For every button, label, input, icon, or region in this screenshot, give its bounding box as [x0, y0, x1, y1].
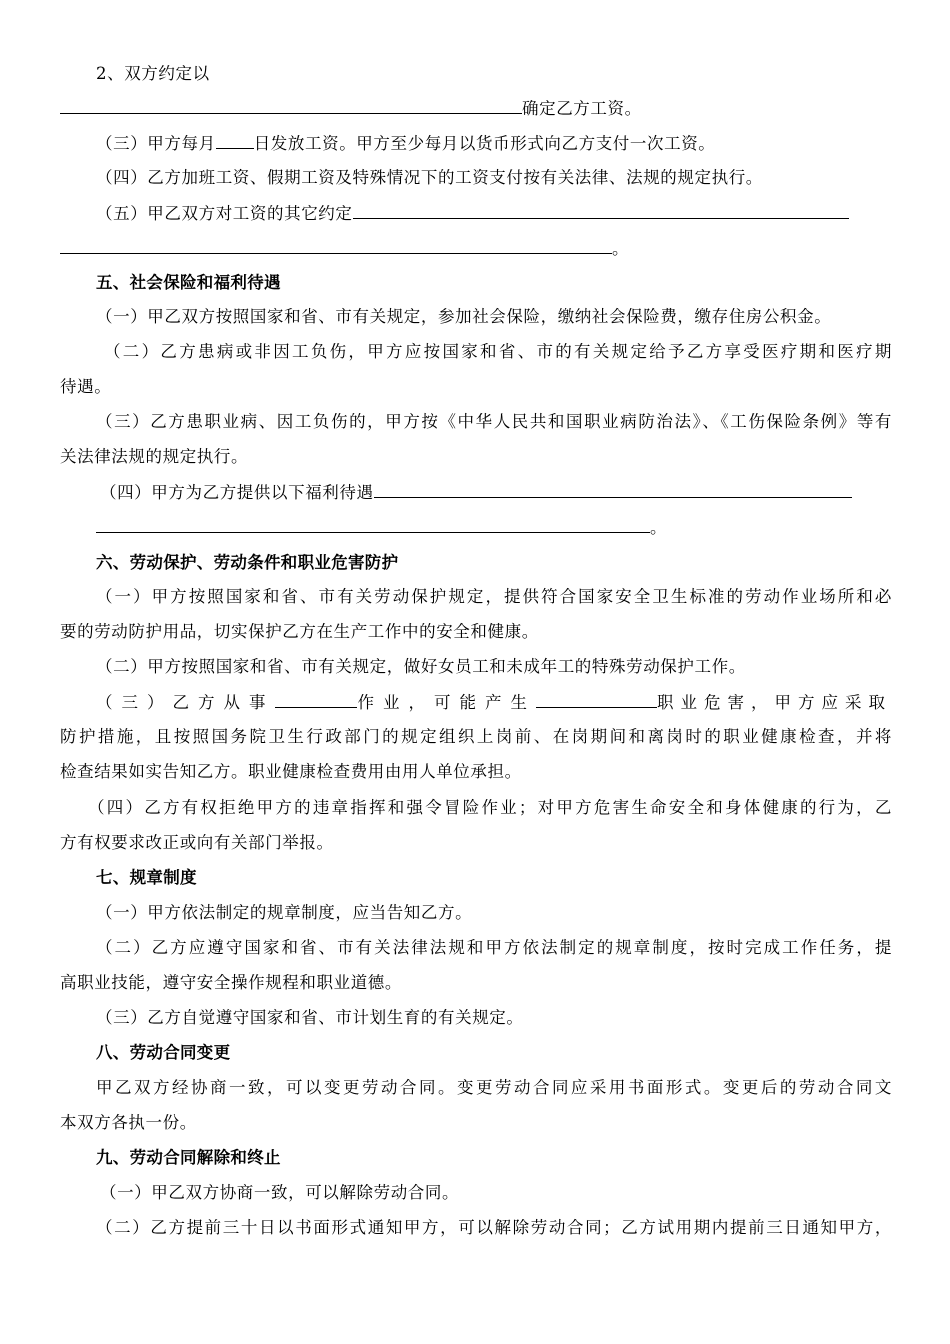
- section-5-p4-line2: [96, 515, 928, 540]
- section-5-p2-l1: （二）乙方患病或非因工负伤，甲方应按国家和省、市的有关规定给予乙方享受医疗期和医疗期: [104, 342, 892, 361]
- section-8-title: 八、劳动合同变更: [96, 1043, 231, 1062]
- section-7-p2-l2: 高职业技能，遵守安全操作规程和职业道德。: [60, 973, 402, 992]
- section-5-p3-l1: （三）乙方患职业病、因工负伤的，甲方按《中华人民共和国职业病防治法》、《工伤保险条例》等有: [96, 412, 892, 431]
- section-7-p1: （一）甲方依法制定的规章制度，应当告知乙方。: [96, 903, 473, 922]
- section-5-p4: [100, 480, 932, 505]
- blank-other-wage-terms-2[interactable]: [60, 236, 612, 254]
- section-6-p3-c: 职业危害，甲方应采取: [657, 693, 892, 712]
- wage-item-2-tail: 确定乙方工资。: [522, 99, 642, 118]
- blank-occupational-hazard[interactable]: [536, 690, 657, 708]
- section-7-title: 七、规章制度: [96, 868, 197, 887]
- blank-welfare-2[interactable]: [96, 515, 650, 533]
- section-6-p3-b: 作业，可能产生: [357, 693, 536, 712]
- section-6-title: 六、劳动保护、劳动条件和职业危害防护: [96, 553, 399, 572]
- section-6-p4-l2: 方有权要求改正或向有关部门举报。: [60, 833, 334, 852]
- wage-item-2-line: [60, 96, 892, 121]
- wage-item-2-label: 2、双方约定以: [96, 64, 210, 83]
- section-6-p3-l1: [96, 690, 892, 715]
- section-6-p1-l1: （一）甲方按照国家和省、市有关劳动保护规定，提供符合国家安全卫生标准的劳动作业场所和必: [96, 587, 892, 606]
- section-5-p4-end: 。: [650, 518, 668, 537]
- section-7-p3: （三）乙方自觉遵守国家和省、市计划生育的有关规定。: [96, 1008, 524, 1027]
- wage-pay-5-label: （五）甲乙双方对工资的其它约定: [96, 204, 353, 223]
- wage-pay-3: [96, 131, 928, 156]
- wage-pay-3-b: 日发放工资。甲方至少每月以货币形式向乙方支付一次工资。: [253, 134, 716, 153]
- blank-wage-basis[interactable]: [60, 96, 522, 114]
- section-8-p1-l2: 本双方各执一份。: [60, 1113, 197, 1132]
- section-8-p1-l1: 甲乙双方经协商一致，可以变更劳动合同。变更劳动合同应采用书面形式。变更后的劳动合同文: [96, 1078, 892, 1097]
- wage-pay-5-line2: [60, 236, 892, 261]
- section-6-p3-l3: 检查结果如实告知乙方。职业健康检查费用由用人单位承担。: [60, 762, 522, 781]
- wage-item-2: [96, 62, 928, 86]
- section-6-p3-l2: 防护措施，且按照国务院卫生行政部门的规定组织上岗前、在岗期间和离岗时的职业健康检查，并将: [60, 727, 892, 746]
- section-9-title: 九、劳动合同解除和终止: [96, 1148, 281, 1167]
- section-6-p4-l1: （四）乙方有权拒绝甲方的违章指挥和强令冒险作业；对甲方危害生命安全和身体健康的行为，乙: [88, 798, 892, 817]
- section-7-p2-l1: （二）乙方应遵守国家和省、市有关法律法规和甲方依法制定的规章制度，按时完成工作任务，提: [96, 938, 892, 957]
- blank-other-wage-terms[interactable]: [353, 201, 849, 219]
- blank-welfare[interactable]: [374, 480, 852, 498]
- section-9-p2: （二）乙方提前三十日以书面形式通知甲方，可以解除劳动合同；乙方试用期内提前三日通知甲方，: [96, 1218, 892, 1237]
- blank-pay-day[interactable]: [216, 131, 254, 149]
- section-5-title: 五、社会保险和福利待遇: [96, 273, 281, 292]
- section-5-p1: （一）甲乙双方按照国家和省、市有关规定，参加社会保险，缴纳社会保险费，缴存住房公积金。: [96, 307, 832, 326]
- section-9-p1: （一）甲乙双方协商一致，可以解除劳动合同。: [100, 1183, 460, 1202]
- wage-pay-5-end: 。: [612, 239, 630, 258]
- section-5-p4-label: （四）甲方为乙方提供以下福利待遇: [100, 483, 374, 502]
- section-6-p3-a: （三）乙方从事: [96, 693, 275, 712]
- wage-pay-5: [96, 201, 928, 226]
- wage-pay-3-a: （三）甲方每月: [96, 134, 216, 153]
- blank-job-type[interactable]: [275, 690, 358, 708]
- wage-pay-4: （四）乙方加班工资、假期工资及特殊情况下的工资支付按有关法律、法规的规定执行。: [96, 168, 763, 187]
- section-6-p1-l2: 要的劳动防护用品，切实保护乙方在生产工作中的安全和健康。: [60, 622, 539, 641]
- section-5-p2-l2: 待遇。: [60, 377, 112, 396]
- section-6-p2: （二）甲方按照国家和省、市有关规定，做好女员工和未成年工的特殊劳动保护工作。: [96, 657, 746, 676]
- section-5-p3-l2: 关法律法规的规定执行。: [60, 447, 249, 466]
